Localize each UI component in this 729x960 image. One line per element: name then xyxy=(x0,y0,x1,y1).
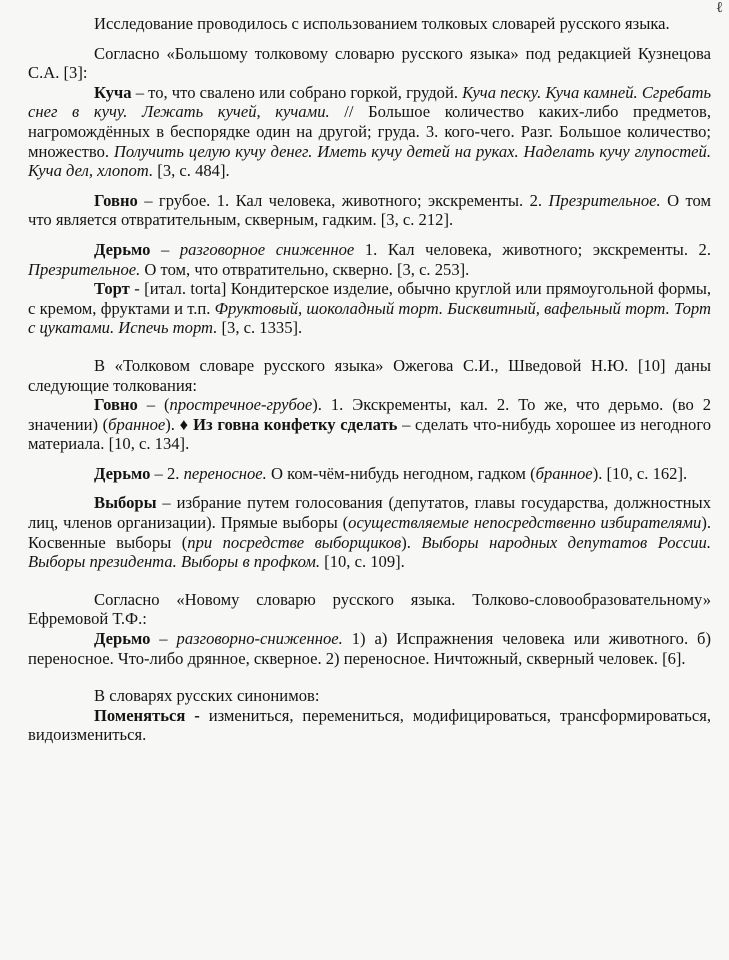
text-run: - [итал. torta] Кондитерское изделие, обычно круглой или прямоугольной формы, с кремом, фруктами и т.п. xyxy=(28,279,711,318)
entry-dermo-efremova xyxy=(28,629,711,668)
text-italic: Получить целую кучу денег. Иметь кучу детей на руках. Наделать кучу глупостей. Куча дел, хлопот. xyxy=(28,141,711,181)
text-run: – грубое. 1. Кал человека, животного; экскременты. 2. xyxy=(137,190,549,210)
entry-pomenyatsya xyxy=(28,706,711,745)
text-run: – избрание путем голосования (депутатов, главы государства, должностных лиц, членов организации). Прямые выборы ( xyxy=(28,493,711,533)
text-italic: разговорно-сниженное. xyxy=(176,629,343,649)
term-bold: Поменяться - xyxy=(94,705,200,725)
text-run: О том что является отвратительным, скверным, гадким. [3, с. 212]. xyxy=(28,190,712,230)
text-italic: Фруктовый, шоколадный торт. Бисквитный, вафельный торт. Торт с цукатами. Испечь торт. xyxy=(28,298,711,338)
text-run: [3, с. 484]. xyxy=(153,161,230,181)
term-bold: ♦ Из говна конфетку сделать xyxy=(179,414,398,434)
text-run: // Большое количество каких-либо предметов, нагромождённых в беспорядке один на другой; груда. 3. кого-чего. Разг. Большое количество; множество. xyxy=(28,102,711,161)
text-run: Исследование проводилось с использованием толковых словарей русского языка. xyxy=(94,14,670,33)
text-run: 1) а) Испражнения человека или животного. б) переносное. Что-либо дрянное, скверное. 2) переносное. Ничтожный, скверный человек. [6]. xyxy=(28,629,711,668)
text-italic: осуществляемые непосредственно избирателями xyxy=(348,513,702,533)
paragraph-synonyms-source xyxy=(28,686,711,706)
corner-mark: ℓ xyxy=(715,0,723,16)
text-italic: Презрительное. xyxy=(548,190,661,210)
text-italic: Куча песку. Куча камней. Сгребать снег в кучу. Лежать кучей, кучами. xyxy=(28,82,711,122)
text-run: [10, с. 109]. xyxy=(320,552,405,572)
entry-kucha xyxy=(28,83,711,181)
term-bold: Куча xyxy=(94,82,132,102)
entry-dermo-ozhegov xyxy=(28,464,711,484)
text-italic: Презрительное. xyxy=(28,259,141,279)
term-bold: Говно xyxy=(94,395,138,415)
text-run: – сделать что-нибудь хорошее из негодного материала. [10, с. 134]. xyxy=(28,414,712,454)
text-run: – то, что свалено или собрано горкой, грудой. xyxy=(131,82,463,102)
text-run: О том, что отвратительно, скверно. [3, с. 253]. xyxy=(140,259,470,279)
text-run: Согласно «Новому словарю русского языка. Толково-словообразовательному» Ефремовой Т.Ф.: xyxy=(28,589,711,629)
text-run: В словарях русских синонимов: xyxy=(94,686,320,706)
text-run: О ком-чём-нибудь негодном, гадком ( xyxy=(266,463,536,483)
paragraph-efremova-source xyxy=(28,590,711,629)
term-bold: Выборы xyxy=(94,493,157,513)
paragraph-kuznetsov-source xyxy=(28,44,711,83)
paragraph-intro xyxy=(28,14,711,34)
term-bold: Говно xyxy=(94,190,138,210)
text-run: – xyxy=(150,239,180,259)
text-italic: бранное xyxy=(535,463,593,483)
text-italic: простречное-грубое xyxy=(169,395,313,415)
paragraph-block xyxy=(28,14,711,745)
entry-vybory xyxy=(28,493,711,571)
text-italic: разговорное сниженное xyxy=(179,239,355,259)
text-run: ). xyxy=(401,532,422,552)
text-italic: при посредстве выборщиков xyxy=(187,532,402,552)
text-italic: Выборы народных депутатов России. Выборы президента. Выборы в профком. xyxy=(28,532,711,572)
term-bold: Дерьмо xyxy=(94,629,151,649)
term-bold: Дерьмо xyxy=(94,239,151,259)
text-run: ). Косвенные выборы ( xyxy=(28,513,711,552)
text-run: – xyxy=(150,629,177,649)
text-run: 1. Кал человека, животного; экскременты. 2. xyxy=(354,239,711,259)
entry-govno-ozhegov xyxy=(28,395,711,454)
text-run: ). xyxy=(165,414,180,434)
term-bold: Дерьмо xyxy=(94,463,151,483)
text-run: Согласно «Большому толковому словарю русского языка» под редакцией Кузнецова С.А. [3]: xyxy=(28,43,711,83)
text-run: ). [10, с. 162]. xyxy=(592,463,688,483)
text-italic: бранное xyxy=(108,414,166,434)
entry-dermo-kuznetsov xyxy=(28,240,711,279)
text-run: – ( xyxy=(137,395,170,415)
text-run: В «Толковом словаре русского языка» Ожегова С.И., Шведовой Н.Ю. [10] даны следующие толкования: xyxy=(28,355,711,395)
text-run: – 2. xyxy=(150,463,184,483)
paragraph-ozhegov-source xyxy=(28,356,711,395)
term-bold: Торт xyxy=(94,279,130,299)
entry-tort xyxy=(28,279,711,338)
entry-govno-kuznetsov xyxy=(28,191,711,230)
text-run: ). 1. Экскременты, кал. 2. То же, что дерьмо. (во 2 значении) ( xyxy=(28,395,711,434)
text-italic: переносное. xyxy=(183,463,267,483)
text-run: [3, с. 1335]. xyxy=(217,318,303,338)
text-run: измениться, перемениться, модифицироваться, трансформироваться, видоизмениться. xyxy=(28,705,711,745)
